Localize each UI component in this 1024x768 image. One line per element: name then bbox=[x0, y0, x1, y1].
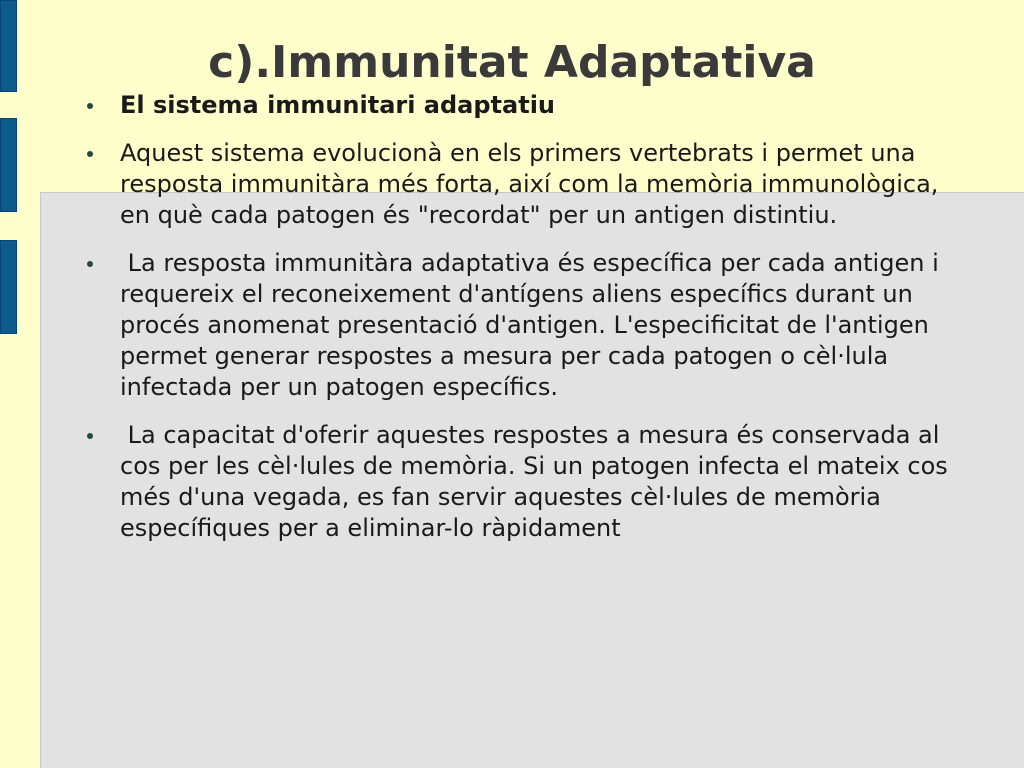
bullet-text: La resposta immunitàra adaptativa és específica per cada antigen i requereix el reconeixement d'antígens aliens específics durant un procés anomenat presentació d'antigen. L'especificitat de l'antigen permet generar respostes a mesura per cada patogen o cèl·lula infectada per un patogen específics. bbox=[120, 249, 947, 401]
bullet-dot-icon bbox=[87, 433, 93, 439]
bullet-item-specificity bbox=[0, 248, 1024, 403]
bullet-text: El sistema immunitari adaptatiu bbox=[120, 91, 556, 119]
bullet-list bbox=[0, 90, 1024, 544]
bullet-dot-icon bbox=[87, 151, 93, 157]
bullet-text: Aquest sistema evolucionà en els primers vertebrats i permet una resposta immunitàra més forta, així com la memòria immunològica, en què cada patogen és "recordat" per un antigen distintiu. bbox=[120, 139, 947, 229]
bullet-dot-icon bbox=[87, 261, 93, 267]
bullet-item-heading bbox=[0, 90, 1024, 121]
bullet-item-evolution bbox=[0, 138, 1024, 231]
bullet-dot-icon bbox=[87, 103, 93, 109]
slide-title: c).Immunitat Adaptativa bbox=[208, 37, 816, 88]
bullet-text: La capacitat d'oferir aquestes respostes a mesura és conservada al cos per les cèl·lules de memòria. Si un patogen infecta el mateix cos més d'una vegada, es fan servir aquestes cèl·lules de memòria específiques per a eliminar-lo ràpidament bbox=[120, 421, 956, 542]
bullet-item-memory bbox=[0, 420, 1024, 544]
